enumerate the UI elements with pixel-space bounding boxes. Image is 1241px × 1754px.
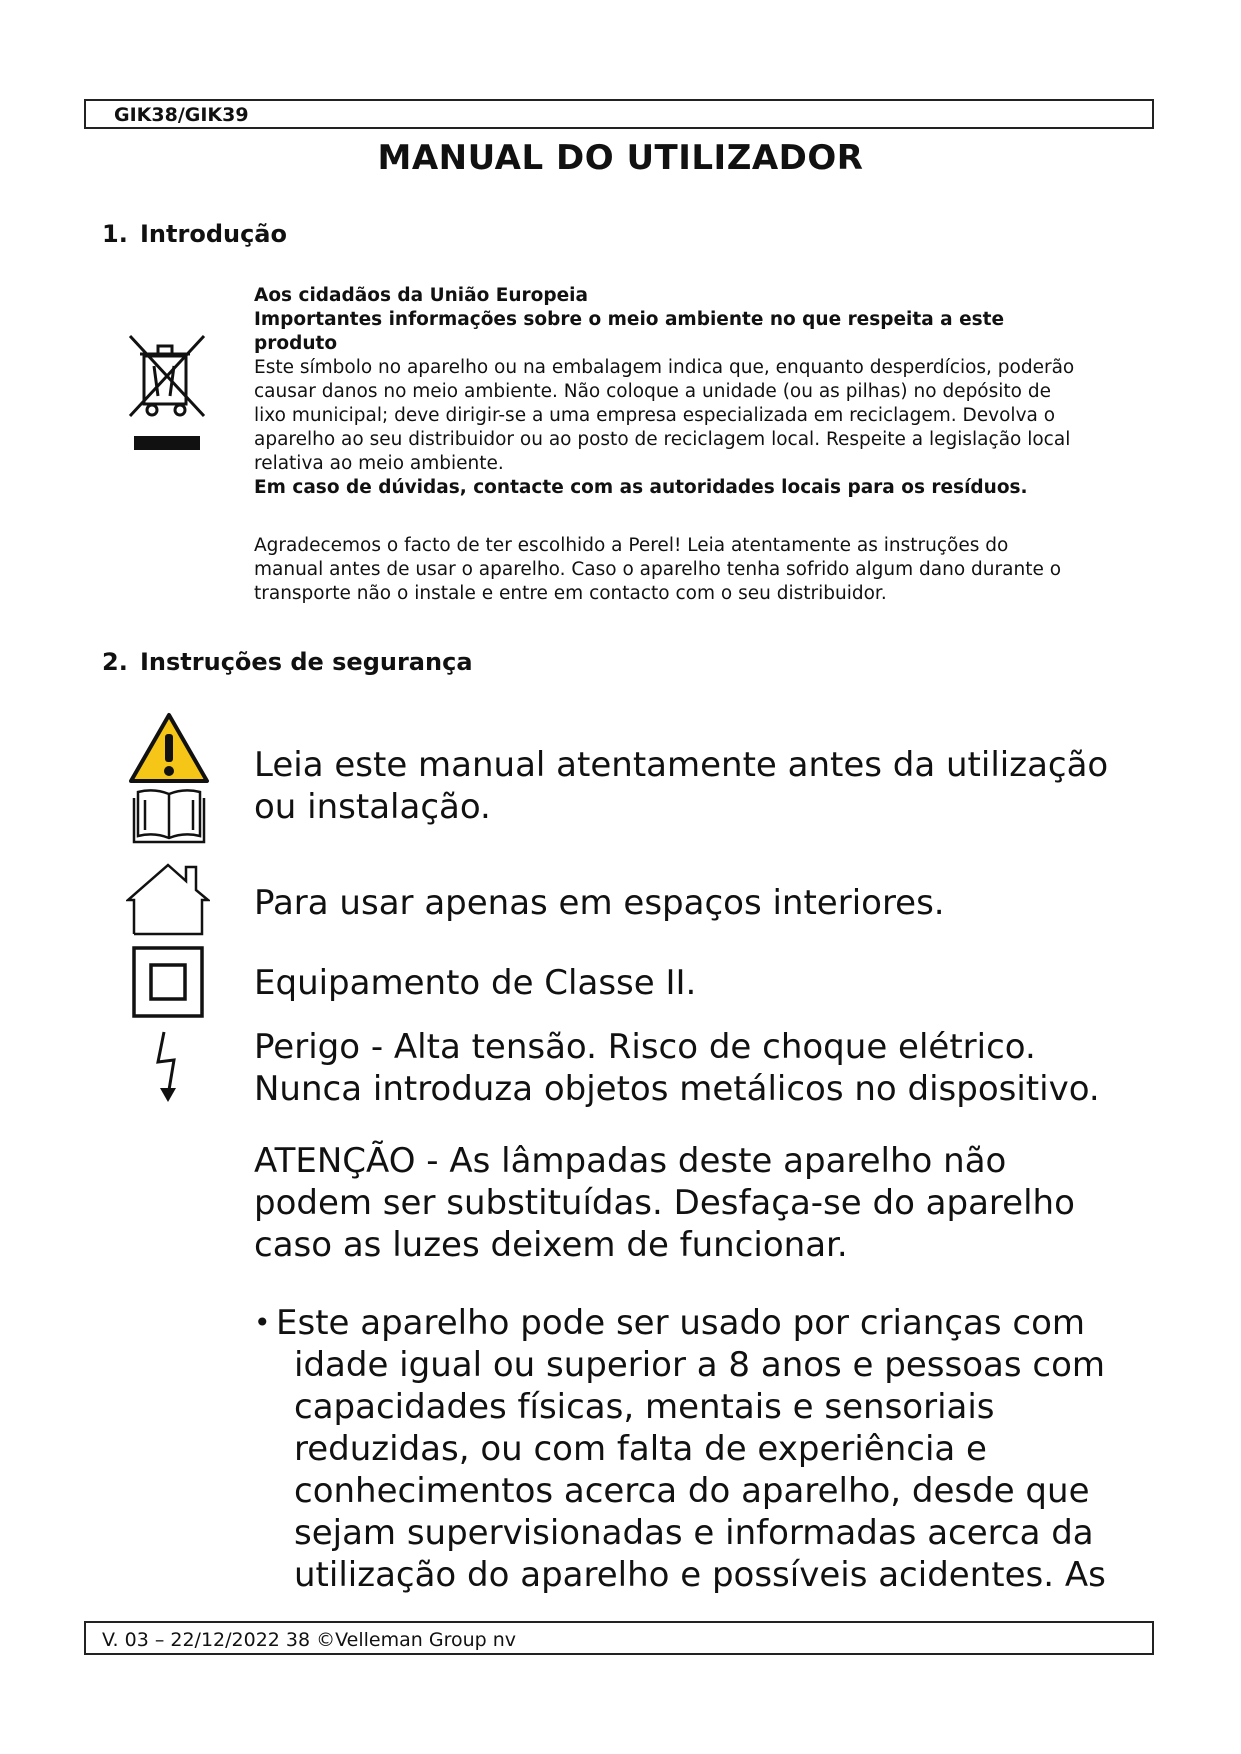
env-heading-line-2: produto [254, 333, 338, 354]
eu-environment-block [254, 284, 1134, 500]
bullet-line-1: Este aparelho pode ser usado por crianças com [276, 1303, 1085, 1343]
danger-line-1: Perigo - Alta tensão. Risco de choque elétrico. [254, 1027, 1036, 1067]
thanks-line-3: transporte não o instale e entre em contacto com o seu distribuidor. [254, 583, 887, 604]
high-voltage-icon [154, 1030, 184, 1104]
env-body-line-4: aparelho ao seu distribuidor ou ao posto de reciclagem local. Respeite a legislação local [254, 429, 1071, 450]
header-box [84, 99, 1154, 129]
attention-line-1: ATENÇÃO - As lâmpadas deste aparelho não [254, 1141, 1007, 1181]
attention-line-3: caso as luzes deixem de funcionar. [254, 1225, 848, 1265]
section-1-title: Introdução [140, 220, 287, 248]
thanks-line-2: manual antes de usar o aparelho. Caso o aparelho tenha sofrido algum dano durante o [254, 559, 1062, 580]
thanks-paragraph [254, 534, 1134, 606]
open-book-icon [130, 786, 208, 844]
weee-bin-icon [124, 332, 210, 458]
indoor-use-text: Para usar apenas em espaços interiores. [254, 883, 945, 923]
section-1-number: 1. [102, 220, 128, 248]
env-body-line-3: lixo municipal; deve dirigir-se a uma empresa especializada em reciclagem. Devolva o [254, 405, 1056, 426]
children-bullet [254, 1302, 1154, 1596]
class-ii-text: Equipamento de Classe II. [254, 963, 697, 1003]
read-manual-line-2: ou instalação. [254, 787, 491, 827]
house-indoor-icon [126, 862, 210, 936]
danger-line-2: Nunca introduza objetos metálicos no dispositivo. [254, 1069, 1100, 1109]
attention-line-2: podem ser substituídas. Desfaça-se do aparelho [254, 1183, 1075, 1223]
bullet-line-2: idade igual ou superior a 8 anos e pessoas com [294, 1345, 1105, 1385]
section-2-title: Instruções de segurança [140, 648, 473, 676]
env-body-line-1: Este símbolo no aparelho ou na embalagem indica que, enquanto desperdícios, poderão [254, 357, 1075, 378]
bullet-line-6: sejam supervisionadas e informadas acerca da [294, 1513, 1094, 1553]
read-manual-line-1: Leia este manual atentamente antes da utilização [254, 745, 1109, 785]
footer-box [84, 1621, 1154, 1655]
eu-heading: Aos cidadãos da União Europeia [254, 285, 588, 306]
bullet-line-7: utilização do aparelho e possíveis acidentes. As [294, 1555, 1106, 1595]
doubt-notice: Em caso de dúvidas, contacte com as autoridades locais para os resíduos. [254, 477, 1028, 498]
bullet-dot: • [254, 1306, 271, 1339]
page-title: MANUAL DO UTILIZADOR [377, 138, 864, 178]
model-code: GIK38/GIK39 [114, 104, 249, 126]
section-2-number: 2. [102, 648, 128, 676]
section-1-heading [102, 220, 287, 248]
bullet-line-4: reduzidas, ou com falta de experiência e [294, 1429, 987, 1469]
class-ii-double-square-icon [132, 946, 204, 1018]
thanks-line-1: Agradecemos o facto de ter escolhido a Perel! Leia atentamente as instruções do [254, 535, 1009, 556]
warning-triangle-icon [128, 712, 210, 784]
env-body-line-5: relativa ao meio ambiente. [254, 453, 504, 474]
section-2-heading [102, 648, 473, 676]
bullet-line-3: capacidades físicas, mentais e sensoriais [294, 1387, 995, 1427]
bullet-line-5: conhecimentos acerca do aparelho, desde que [294, 1471, 1090, 1511]
env-heading-line-1: Importantes informações sobre o meio ambiente no que respeita a este [254, 309, 1005, 330]
env-body-line-2: causar danos no meio ambiente. Não coloque a unidade (ou as pilhas) no depósito de [254, 381, 1051, 402]
footer-version: V. 03 – 22/12/2022 38 ©Velleman Group nv [102, 1629, 517, 1651]
